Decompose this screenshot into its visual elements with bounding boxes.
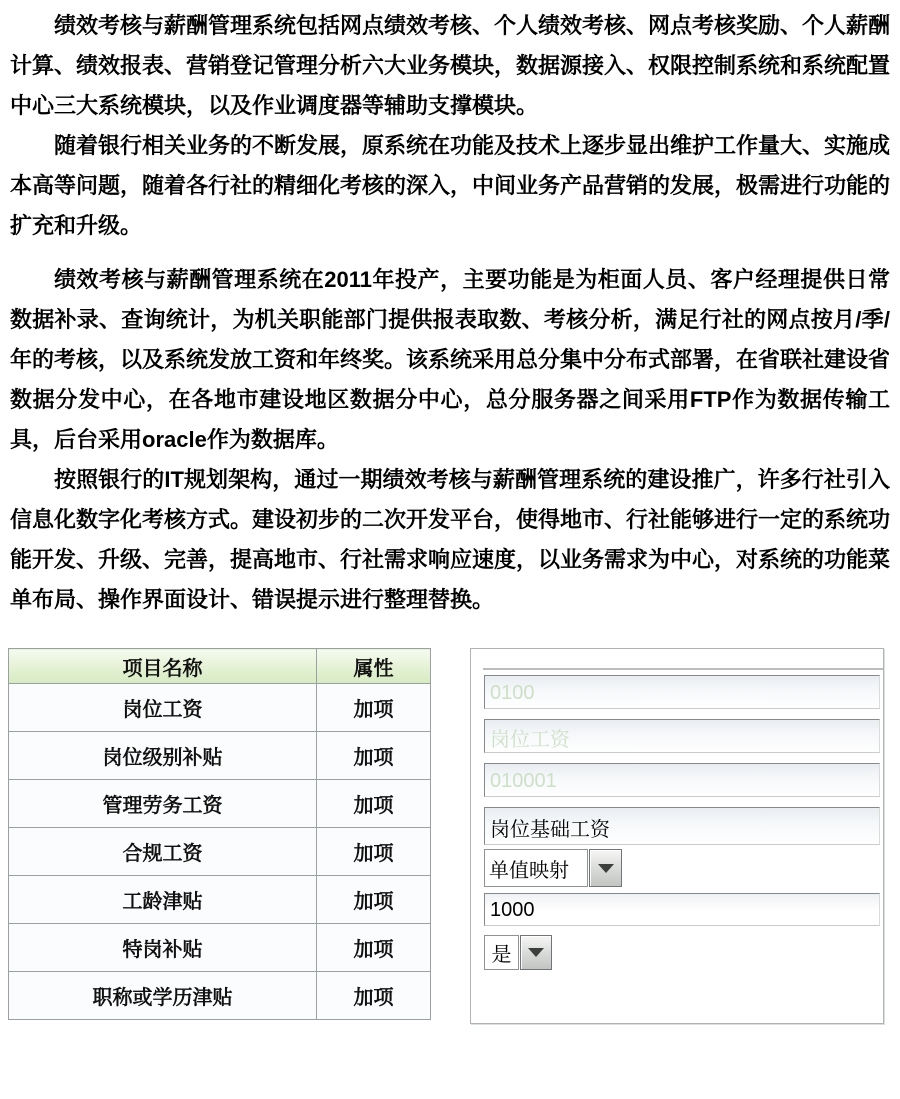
- table-row: [9, 684, 431, 732]
- project-name-cell: 特岗补贴: [9, 924, 317, 972]
- column-header-attribute: 属性: [317, 649, 431, 684]
- attribute-cell: 加项: [317, 828, 431, 876]
- project-name-cell: 岗位级别补贴: [9, 732, 317, 780]
- project-name-cell: 管理劳务工资: [9, 780, 317, 828]
- table-row: [9, 972, 431, 1020]
- attribute-cell: 加项: [317, 780, 431, 828]
- project-name-cell: 岗位工资: [9, 684, 317, 732]
- chevron-down-icon: [598, 864, 614, 873]
- enabled-flag-dropdown[interactable]: [484, 935, 880, 970]
- column-header-project-name: 项目名称: [9, 649, 317, 684]
- paragraph-it-plan: 按照银行的IT规划架构，通过一期绩效考核与薪酬管理系统的建设推广，许多行社引入信息化数字化考核方式。建设初步的二次开发平台，使得地市、行社能够进行一定的系统功能开发、升级、完善，提高地市、行社需求响应速度，以业务需求为中心，对系统的功能菜单布局、操作界面设计、错误提示进行整理替换。: [10, 467, 891, 612]
- paragraph-modules: 绩效考核与薪酬管理系统包括网点绩效考核、个人绩效考核、网点考核奖励、个人薪酬计算、绩效报表、营销登记管理分析六大业务模块，数据源接入、权限控制系统和系统配置中心三大系统模块，以及作业调度器等辅助支撑模块。: [10, 13, 891, 118]
- category-code-input[interactable]: [484, 675, 880, 709]
- panel-header-strip: [483, 649, 883, 670]
- dropdown-arrow-button[interactable]: [520, 935, 552, 970]
- project-name-cell: 工龄津贴: [9, 876, 317, 924]
- mapping-type-selected-value: 单值映射: [484, 849, 588, 887]
- dropdown-arrow-button[interactable]: [589, 849, 622, 887]
- item-code-input[interactable]: [484, 763, 880, 797]
- amount-input[interactable]: [484, 893, 880, 926]
- body-text: [10, 6, 890, 620]
- paragraph-system-history: 绩效考核与薪酬管理系统在2011年投产，主要功能是为柜面人员、客户经理提供日常数据补录、查询统计，为机关职能部门提供报表取数、考核分析，满足行社的网点按月/季/年的考核，以及系统发放工资和年终奖。该系统采用总分集中分布式部署，在省联社建设省数据分发中心，在各地市建设地区数据分中心，总分服务器之间采用FTP作为数据传输工具，后台采用oracle作为数据库。: [10, 267, 891, 452]
- attribute-cell: 加项: [317, 972, 431, 1020]
- item-name-input[interactable]: [484, 807, 880, 845]
- table-row: [9, 780, 431, 828]
- table-row: [9, 732, 431, 780]
- attribute-cell: 加项: [317, 684, 431, 732]
- panel-form: [471, 670, 883, 970]
- category-name-input[interactable]: [484, 719, 880, 753]
- table-row: [9, 924, 431, 972]
- table-header-row: [9, 649, 431, 684]
- project-name-cell: 职称或学历津贴: [9, 972, 317, 1020]
- attribute-cell: 加项: [317, 732, 431, 780]
- enabled-flag-selected-value: 是: [484, 935, 519, 970]
- attribute-cell: 加项: [317, 924, 431, 972]
- paragraph-upgrade-need: 随着银行相关业务的不断发展，原系统在功能及技术上逐步显出维护工作量大、实施成本高等问题，随着各行社的精细化考核的深入，中间业务产品营销的发展，极需进行功能的扩充和升级。: [10, 133, 891, 238]
- chevron-down-icon: [528, 948, 544, 957]
- mapping-type-dropdown[interactable]: [484, 849, 880, 887]
- table-row: [9, 828, 431, 876]
- salary-items-table: [8, 648, 431, 1020]
- attribute-cell: 加项: [317, 876, 431, 924]
- item-config-panel: [470, 648, 884, 1024]
- table-row: [9, 876, 431, 924]
- project-name-cell: 合规工资: [9, 828, 317, 876]
